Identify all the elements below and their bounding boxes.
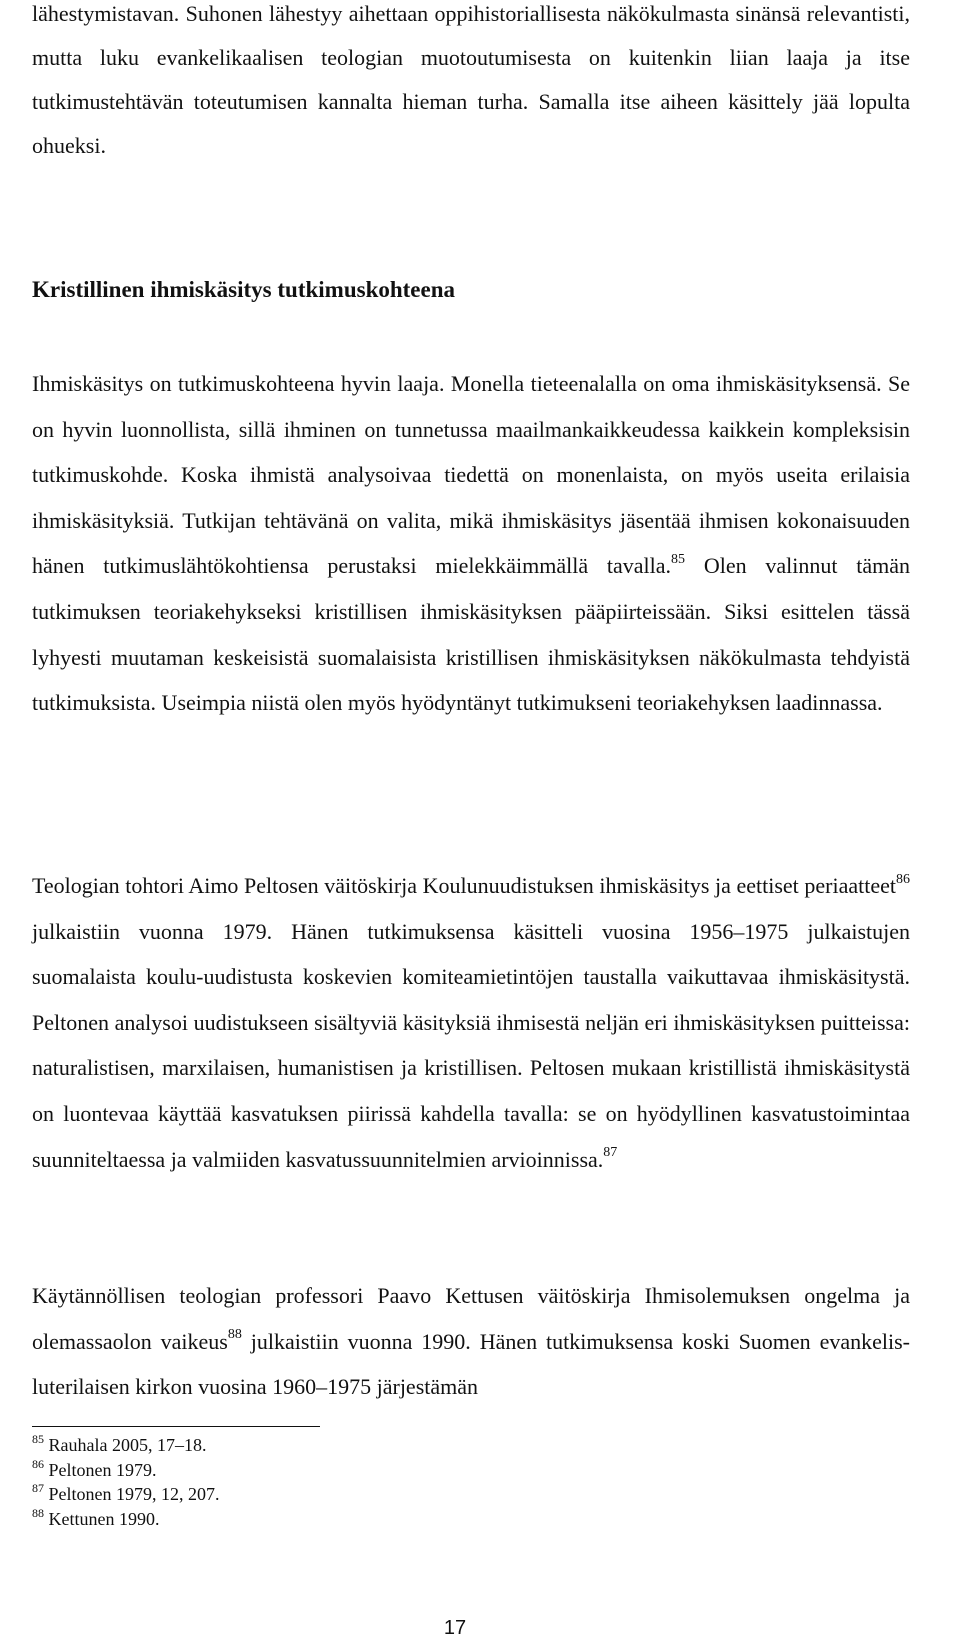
paragraph-text: julkaistiin vuonna 1979. Hänen tutkimuksensa käsitteli vuosina 1956–1975 julkaistujen suomalaista koulu-uudistusta koskevien komiteamietintöjen taustalla vaikuttavaa ihmiskäsitystä. Peltonen analysoi uudistukseen sisältyviä käsityksiä ihmisestä neljän eri ihmiskäsityksen puitteissa: naturalistisen, marxilaisen, humanistisen ja kristillisen. Peltosen mukaan kristillistä ihmiskäsitystä on luontevaa käyttää kasvatuksen piirissä kahdella tavalla: se on hyödyllinen kasvatustoimintaa suunniteltaessa ja valmiiden kasvatussuunnitelmien arvioinnissa. (32, 918, 910, 1172)
footnote (32, 1433, 220, 1458)
footnote-number: 87 (32, 1481, 44, 1495)
page-number: 17 (443, 1617, 467, 1639)
paragraph-text: Ihmiskäsitys on tutkimuskohteena hyvin laaja. Monella tieteenalalla on oma ihmiskäsityksensä. Se on hyvin luonnollista, sillä ihminen on tunnetussa maailmankaikkeudessa kaikkein kompleksisin tutkimuskohde. Koska ihmistä analysoivaa tiedettä on monenlaista, on myös useita erilaisia ihmiskäsityksiä. Tutkijan tehtävänä on valita, mikä ihmiskäsitys jäsentää ihmisen kokonaisuuden hänen tutkimuslähtökohtiensa perustaksi mielekkäimmällä tavalla. (32, 371, 910, 579)
footnote-number: 85 (32, 1432, 44, 1446)
paragraph-text: Olen valinnut tämän tutkimuksen teoriakehykseksi kristillisen ihmiskäsityksen pääpiirteissään. Siksi esittelen tässä lyhyesti muutaman keskeisistä suomalaisista kristillisen ihmiskäsityksen näkökulmasta tehdyistä tutkimuksista. Useimpia niistä olen myös hyödyntänyt tutkimukseni teoriakehyksen laadinnassa. (32, 553, 910, 716)
footnote-text: Peltonen 1979. (48, 1459, 157, 1480)
footnote (32, 1482, 220, 1507)
footnote (32, 1507, 220, 1532)
footnote-text: Rauhala 2005, 17–18. (48, 1435, 207, 1455)
paragraph-continuation (32, 0, 910, 168)
footnote-number: 88 (32, 1505, 44, 1520)
paragraph-text: Teologian tohtori Aimo Peltosen väitöskirja Koulunuudistuksen ihmiskäsitys ja eettiset periaatteet (32, 873, 896, 898)
paragraph-text: lähestymistavan. Suhonen lähestyy aihettaan oppihistoriallisesta näkökulmasta sinänsä relevantisti, mutta luku evankelikaalisen teologian muotoutumisesta on kuitenkin liian laaja ja itse tutkimustehtävän toteutumisen kannalta hieman turha. Samalla itse aiheen käsittely jää lopulta ohueksi. (32, 1, 910, 158)
section-heading: Kristillinen ihmiskäsitys tutkimuskohteena (32, 277, 456, 302)
footnote-ref[interactable]: 87 (603, 1145, 618, 1161)
paragraph-ihmiskasitys (32, 361, 910, 726)
footnote-ref[interactable]: 86 (896, 871, 910, 887)
paragraph-kettunen (32, 1273, 910, 1410)
footnote-text: Kettunen 1990. (48, 1508, 160, 1529)
paragraph-text: julkaistiin vuonna 1990. Hänen tutkimuksensa koski Suomen evankelis-luterilaisen kirkon vuosina 1960–1975 järjestämän (32, 1328, 910, 1400)
footnote-ref[interactable]: 85 (671, 552, 686, 568)
paragraph-text: Käytännöllisen teologian professori Paavo Kettusen väitöskirja Ihmisolemuksen ongelma ja olemassaolon vaikeus (32, 1283, 910, 1354)
footnote-text: Peltonen 1979, 12, 207. (48, 1484, 220, 1504)
footnotes (32, 1433, 220, 1531)
footnote-number: 86 (32, 1456, 44, 1471)
footnote-ref[interactable]: 88 (227, 1327, 242, 1343)
footnote (32, 1458, 220, 1483)
paragraph-peltonen (32, 863, 910, 1182)
footnote-separator (32, 1426, 320, 1427)
